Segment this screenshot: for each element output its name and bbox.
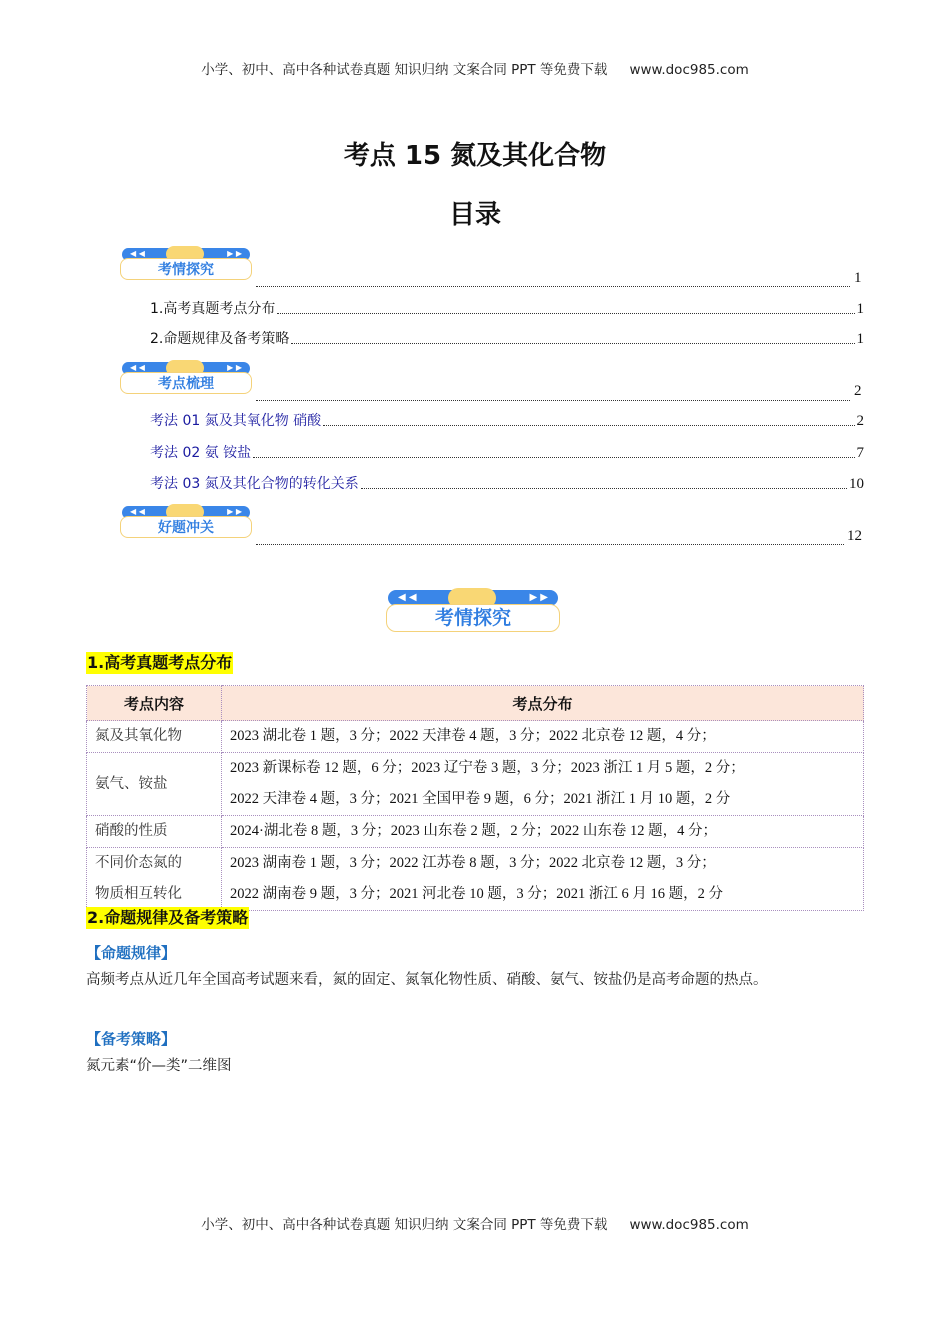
distribution-line: 2023 新课标卷 12 题，6 分；2023 辽宁卷 3 题，3 分；2023 浙江 1 月 5 题，2 分； [230, 760, 745, 776]
toc-badge-kaoqing[interactable] [120, 246, 252, 282]
distribution-cell [222, 848, 864, 911]
badge-box [120, 516, 252, 538]
arrow-right-icon: ▶ ▶ [227, 363, 242, 372]
toc-page-number: 10 [849, 476, 864, 492]
distribution-line: 2023 湖南卷 1 题，3 分；2022 江苏卷 8 题，3 分；2022 北京卷 12 题，3 分； [230, 855, 716, 871]
strategy-label: 【备考策略】 [86, 1030, 177, 1048]
toc-item[interactable] [150, 298, 864, 318]
topic-cell: 氮及其氧化物 [87, 721, 222, 753]
toc-page-number[interactable]: 12 [847, 528, 862, 544]
toc-item[interactable] [150, 328, 864, 348]
topic-cell: 氨气、铵盐 [87, 753, 222, 816]
arrow-left-icon: ◀ ◀ [398, 592, 417, 603]
badge-label: 考点梳理 [158, 376, 214, 392]
toc-title: 目录 [448, 200, 501, 230]
badge-label: 好题冲关 [158, 520, 214, 536]
toc-item-label: 1.高考真题考点分布 [150, 301, 276, 317]
toc-item[interactable] [150, 473, 864, 493]
header-banner [0, 58, 950, 78]
toc-item-label: 考法 01 氮及其氧化物 硝酸 [150, 413, 322, 429]
section-heading-2: 2.命题规律及备考策略 [87, 908, 249, 927]
toc-leader-dots [277, 313, 854, 314]
toc-page-number[interactable]: 2 [854, 383, 862, 399]
section-heading-1: 1.高考真题考点分布 [87, 653, 233, 672]
rule-label: 【命题规律】 [86, 944, 177, 962]
topic-line: 物质相互转化 [95, 886, 182, 902]
arrow-right-icon: ▶ ▶ [529, 592, 548, 603]
arrow-left-icon: ◀ ◀ [130, 363, 145, 372]
toc-badge-haoti[interactable] [120, 504, 252, 540]
topic-line: 不同价态氮的 [95, 855, 182, 871]
toc-item-label: 考法 03 氮及其化合物的转化关系 [150, 476, 359, 492]
distribution-cell [222, 753, 864, 816]
toc-leader-dots [256, 380, 850, 401]
toc-leader-dots [253, 457, 854, 458]
table-row [87, 848, 864, 911]
toc-page-number: 7 [856, 445, 864, 461]
toc-item-label: 2.命题规律及备考策略 [150, 331, 290, 347]
toc-page-number[interactable]: 1 [854, 270, 862, 286]
toc-leader-dots [256, 266, 850, 287]
banner-url[interactable]: www.doc985.com [629, 1217, 749, 1233]
banner-text: 小学、初中、高中各种试卷真题 知识归纳 文案合同 PPT 等免费下载 [201, 1217, 608, 1233]
section-badge-kaoqing [386, 588, 562, 634]
badge-box [386, 604, 560, 632]
distribution-cell [222, 816, 864, 848]
toc-item[interactable] [150, 410, 864, 430]
arrow-left-icon: ◀ ◀ [130, 507, 145, 516]
distribution-line: 2024·湖北卷 8 题，3 分；2023 山东卷 2 题，2 分；2022 山东卷 12 题，4 分； [230, 823, 717, 839]
distribution-line: 2023 湖北卷 1 题，3 分；2022 天津卷 4 题，3 分；2022 北京卷 12 题，4 分； [230, 728, 716, 744]
arrow-right-icon: ▶ ▶ [227, 507, 242, 516]
distribution-line: 2022 湖南卷 9 题，3 分；2021 河北卷 10 题，3 分；2021 浙江 6 月 16 题，2 分 [230, 886, 723, 902]
toc-badge-kaodian[interactable] [120, 360, 252, 396]
toc-item[interactable] [150, 442, 864, 462]
badge-label: 考情探究 [434, 607, 511, 629]
toc-page-number: 1 [856, 301, 864, 317]
badge-label: 考情探究 [158, 262, 214, 278]
toc-page-number: 1 [856, 331, 864, 347]
toc-item-label: 考法 02 氨 铵盐 [150, 445, 252, 461]
distribution-cell [222, 721, 864, 753]
strategy-text: 氮元素“价—类”二维图 [86, 1058, 232, 1074]
arrow-left-icon: ◀ ◀ [130, 249, 145, 258]
banner-url[interactable]: www.doc985.com [629, 62, 749, 78]
badge-box [120, 372, 252, 394]
distribution-line: 2022 天津卷 4 题，3 分；2021 全国甲卷 9 题，6 分；2021 浙江 1 月 10 题，2 分 [230, 791, 731, 807]
toc-leader-dots [361, 488, 847, 489]
toc-leader-dots [256, 524, 844, 545]
arrow-right-icon: ▶ ▶ [227, 249, 242, 258]
table-header: 考点分布 [222, 686, 864, 721]
toc-leader-dots [323, 425, 854, 426]
exam-distribution-table [86, 685, 864, 911]
topic-cell: 硝酸的性质 [87, 816, 222, 848]
table-row [87, 753, 864, 816]
toc-leader-dots [291, 343, 854, 344]
table-header: 考点内容 [87, 686, 222, 721]
table-row [87, 721, 864, 753]
toc-page-number: 2 [856, 413, 864, 429]
banner-text: 小学、初中、高中各种试卷真题 知识归纳 文案合同 PPT 等免费下载 [201, 62, 608, 78]
table-header-row [87, 686, 864, 721]
rule-text: 高频考点从近几年全国高考试题来看，氮的固定、氮氧化物性质、硝酸、氨气、铵盐仍是高考命题的热点。 [86, 972, 768, 988]
topic-cell [87, 848, 222, 911]
footer-banner [0, 1213, 950, 1233]
table-row [87, 816, 864, 848]
page-title: 考点 15 氮及其化合物 [343, 141, 607, 171]
badge-box [120, 258, 252, 280]
